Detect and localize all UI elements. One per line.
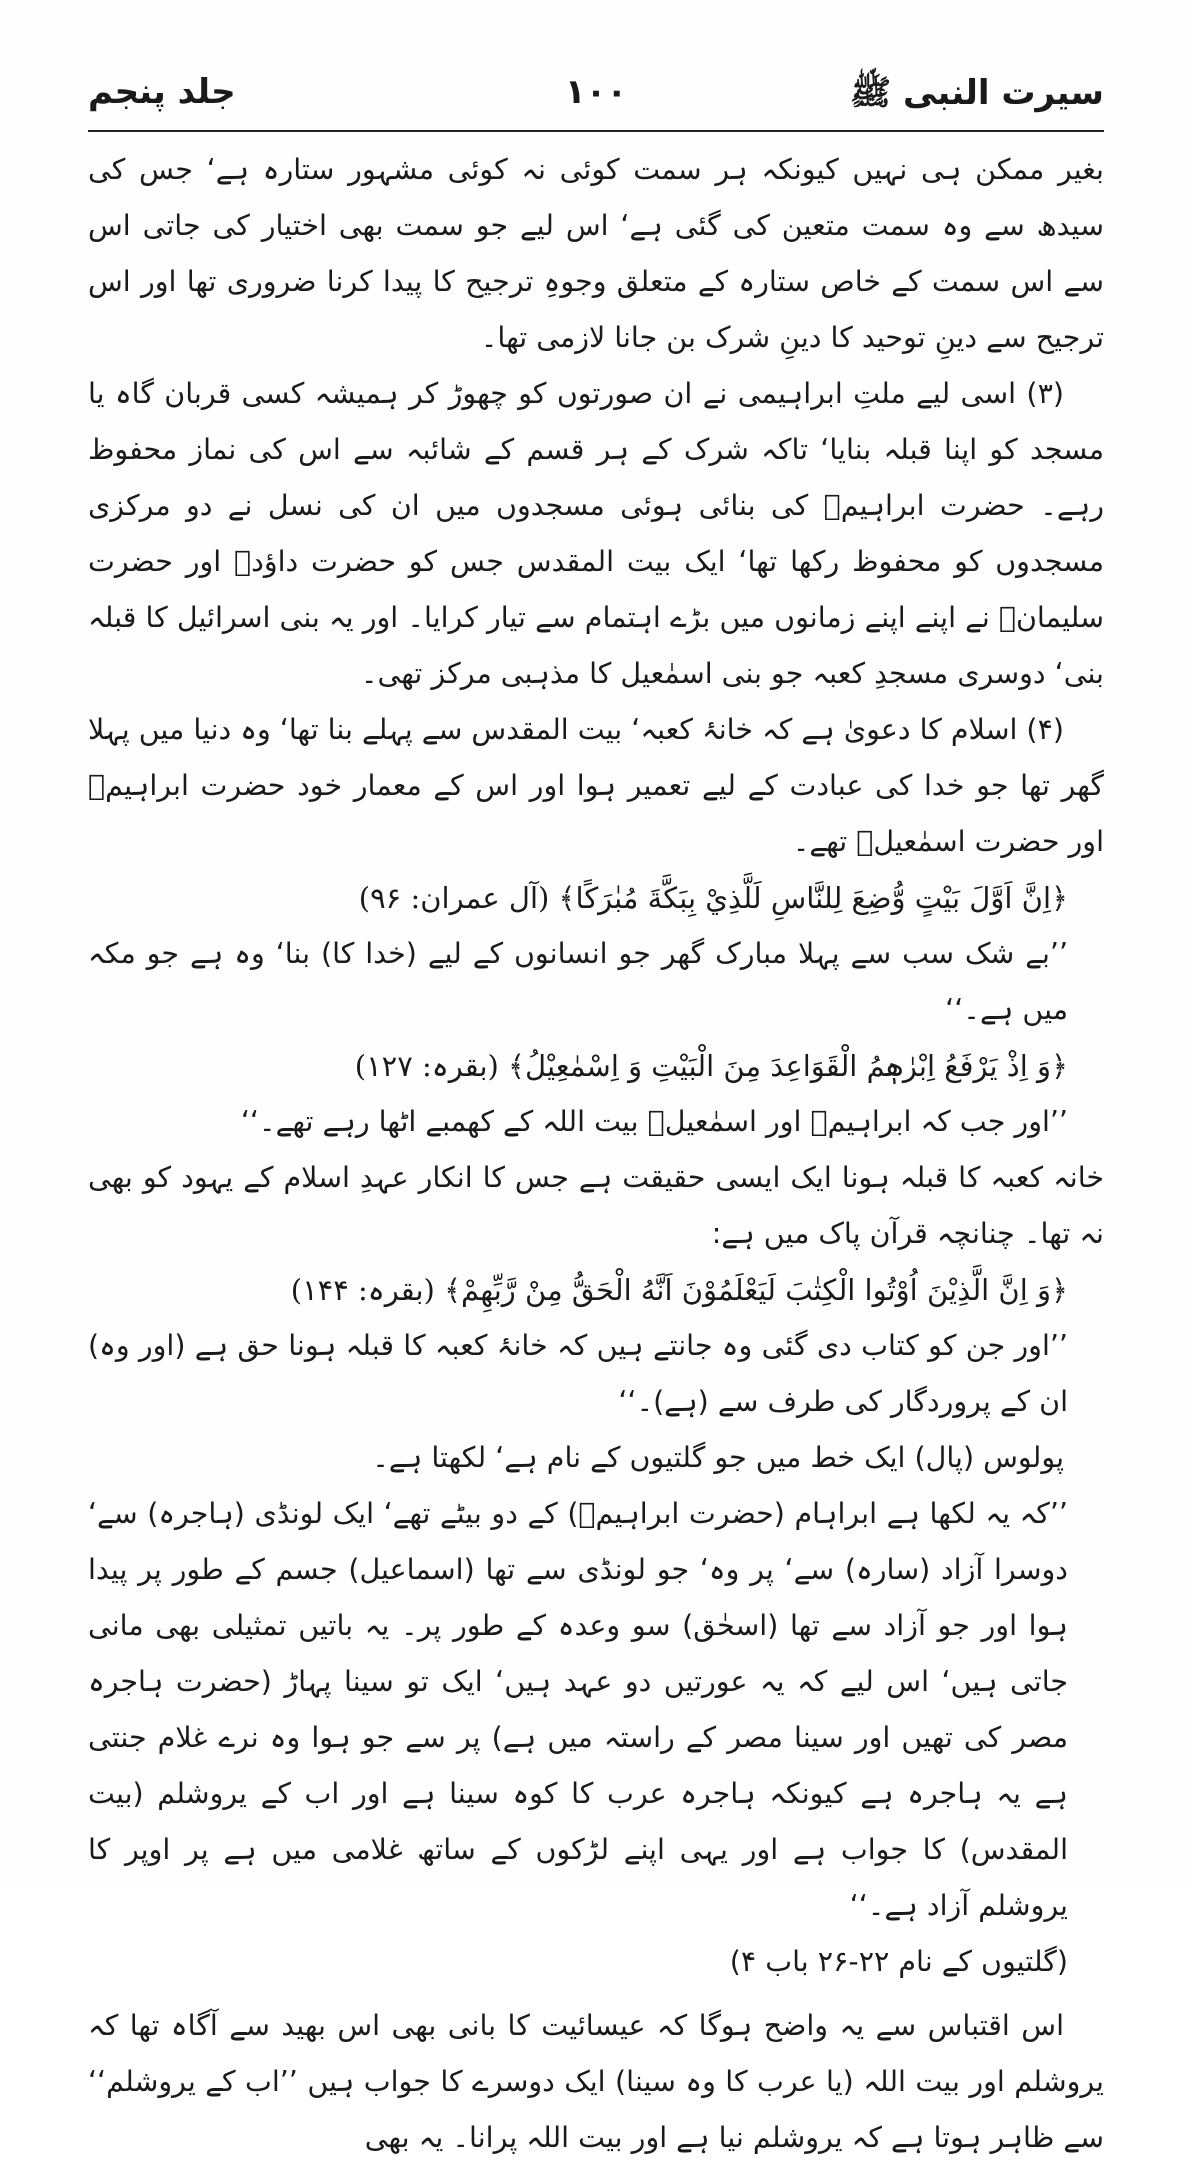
paragraph-kaaba-qibla: خانہ کعبہ کا قبلہ ہونا ایک ایسی حقیقت ہے جس کا انکار عہدِ اسلام کے یہود کو بھی نہ تھا۔ چنانچہ قرآن پاک میں ہے:	[88, 1161, 1104, 1250]
page-number: ۱۰۰	[564, 72, 628, 112]
volume-label: جلد پنجم	[88, 72, 236, 112]
header-divider	[88, 130, 1104, 132]
paragraph-paul-intro: پولوس (پال) ایک خط میں جو گلتیوں کے نام ہے‘ لکھتا ہے۔	[372, 1441, 1064, 1474]
verse-translation-1: ’’بے شک سب سے پہلا مبارک گھر جو انسانوں کے لیے (خدا کا) بنا‘ وہ ہے جو مکہ میں ہے۔‘‘	[88, 937, 1068, 1026]
quran-verse-3: ﴿وَ اِنَّ الَّذِيْنَ اُوْتُوا الْكِتٰبَ لَيَعْلَمُوْنَ اَنَّهُ الْحَقُّ مِنْ رَّبِّهِمْ﴾ (بقرہ: ۱۴۴)	[290, 1273, 1068, 1307]
page-header	[88, 72, 1104, 122]
paragraph-continuation: بغیر ممکن ہی نہیں کیونکہ ہر سمت کوئی نہ کوئی مشہور ستارہ ہے‘ جس کی سیدھ سے وہ سمت متعین کی گئی ہے‘ اس لیے جو سمت بھی اختیار کی جاتی اس سے اس سمت کے خاص ستارہ کے متعلق وجوہِ ترجیح کا پیدا کرنا ضروری تھا اور اس ترجیح سے دینِ توحید کا دینِ شرک بن جانا لازمی تھا۔	[88, 153, 1104, 354]
paragraph-point-4: (۴) اسلام کا دعویٰ ہے کہ خانۂ کعبہ‘ بیت المقدس سے پہلے بنا تھا‘ وہ دنیا میں پہلا گھر تھا جو خدا کی عبادت کے لیے تعمیر ہوا اور اس کے معمار خود حضرت ابراہیمؑ اور حضرت اسمٰعیلؑ تھے۔	[88, 713, 1104, 858]
verse-translation-2: ’’اور جب کہ ابراہیمؑ اور اسمٰعیلؑ بیت اللہ کے کھمبے اٹھا رہے تھے۔‘‘	[240, 1105, 1068, 1138]
verse-translation-3: ’’اور جن کو کتاب دی گئی وہ جانتے ہیں کہ خانۂ کعبہ کا قبلہ ہونا حق ہے (اور وہ) ان کے پروردگار کی طرف سے (ہے)۔‘‘	[88, 1329, 1068, 1418]
galatians-quote: ’’کہ یہ لکھا ہے ابراہام (حضرت ابراہیمؑ) کے دو بیٹے تھے‘ ایک لونڈی (ہاجرہ) سے‘ دوسرا آزاد (سارہ) سے‘ پر وہ‘ جو لونڈی سے تھا (اسماعیل) جسم کے طور پر پیدا ہوا اور جو آزاد سے تھا (اسحٰق) سو وعدہ کے طور پر۔ یہ باتیں تمثیلی بھی مانی جاتی ہیں‘ اس لیے کہ یہ عورتیں دو عہد ہیں‘ ایک تو سینا پہاڑ (حضرت ہاجرہ مصر کی تھیں اور سینا مصر کے راستہ میں ہے) پر سے جو ہوا وہ نرے غلام جنتی ہے یہ ہاجرہ ہے کیونکہ ہاجرہ عرب کا کوہ سینا ہے اور اب کے یروشلم (بیت المقدس) کا جواب ہے اور یہی اپنے لڑکوں کے ساتھ غلامی میں ہے پر اوپر کا یروشلم آزاد ہے۔‘‘	[88, 1497, 1068, 1922]
paragraph-point-3: (۳) اسی لیے ملتِ ابراہیمی نے ان صورتوں کو چھوڑ کر ہمیشہ کسی قربان گاہ یا مسجد کو اپنا قبلہ بنایا‘ تاکہ شرک کے ہر قسم کے شائبہ سے اس کی نماز محفوظ رہے۔ حضرت ابراہیمؑ کی بنائی ہوئی مسجدوں میں ان کی نسل نے دو مرکزی مسجدوں کو محفوظ رکھا تھا‘ ایک بیت المقدس جس کو حضرت داؤدؑ اور حضرت سلیمانؑ نے اپنے اپنے زمانوں میں بڑے اہتمام سے تیار کرایا۔ اور یہ بنی اسرائیل کا قبلہ بنی‘ دوسری مسجدِ کعبہ جو بنی اسمٰعیل کا مذہبی مرکز تھی۔	[88, 377, 1104, 690]
page-body	[88, 142, 1104, 2166]
quran-verse-2: ﴿وَ اِذْ يَرْفَعُ اِبْرٰهٖمُ الْقَوَاعِدَ مِنَ الْبَيْتِ وَ اِسْمٰعِيْلُ﴾ (بقرہ: ۱۲۷)	[354, 1049, 1068, 1083]
galatians-reference: (گلتیوں کے نام ۲۲-۲۶ باب ۴)	[729, 1945, 1068, 1978]
paragraph-conclusion: اس اقتباس سے یہ واضح ہوگا کہ عیسائیت کا بانی بھی اس بھید سے آگاہ تھا کہ یروشلم اور بیت اللہ (یا عرب کا وہ سینا) ایک دوسرے کا جواب ہیں ’’اب کے یروشلم‘‘ سے ظاہر ہوتا ہے کہ یروشلم نیا ہے اور بیت اللہ پرانا۔ یہ بھی	[88, 2009, 1104, 2154]
book-title: سیرت النبی ﷺ	[850, 73, 1104, 113]
quran-verse-1: ﴿اِنَّ اَوَّلَ بَيْتٍ وُّضِعَ لِلنَّاسِ لَلَّذِيْ بِبَكَّةَ مُبٰرَكًا﴾ (آل عمران: ۹۶)	[358, 881, 1068, 915]
